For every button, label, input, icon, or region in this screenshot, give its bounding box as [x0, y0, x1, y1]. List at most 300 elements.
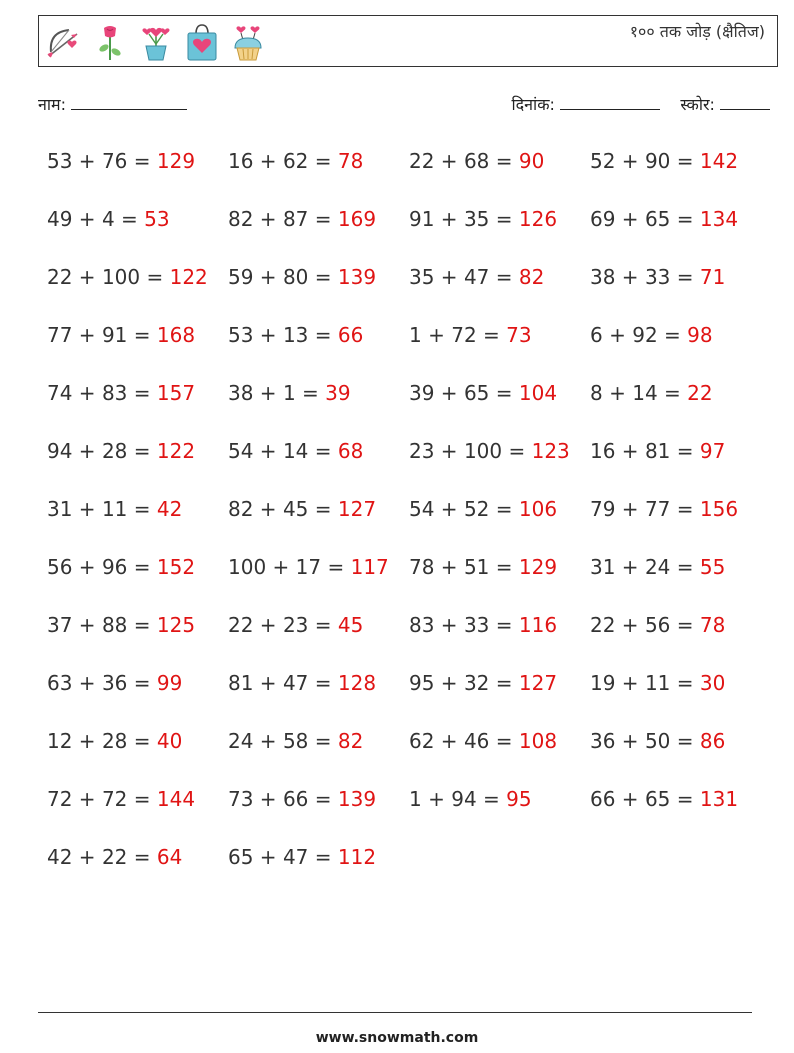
addend-a: 35 — [409, 265, 435, 289]
equals-sign: = — [670, 613, 700, 637]
equals-sign: = — [489, 149, 519, 173]
problem-item — [409, 723, 590, 781]
plus-sign: + — [253, 787, 283, 811]
problem-item — [47, 491, 228, 549]
addend-a: 39 — [409, 381, 435, 405]
problem-item — [409, 143, 590, 201]
answer: 123 — [531, 439, 570, 463]
problem-item — [47, 549, 228, 607]
equals-sign: = — [489, 381, 519, 405]
addend-b: 35 — [463, 207, 490, 231]
problem-grid — [47, 143, 771, 897]
problem-item — [590, 259, 771, 317]
problem-item — [409, 665, 590, 723]
plus-sign: + — [602, 323, 633, 347]
answer: 68 — [337, 439, 364, 463]
name-blank[interactable] — [71, 95, 187, 110]
equals-sign: = — [670, 729, 700, 753]
plus-sign: + — [253, 265, 283, 289]
addend-a: 24 — [228, 729, 254, 753]
equals-sign: = — [502, 439, 532, 463]
answer: 86 — [699, 729, 726, 753]
addend-a: 22 — [47, 265, 73, 289]
equals-sign: = — [127, 381, 157, 405]
addend-b: 68 — [463, 149, 490, 173]
problem-item — [590, 143, 771, 201]
plus-sign: + — [434, 149, 464, 173]
answer: 116 — [518, 613, 558, 637]
addend-b: 1 — [282, 381, 296, 405]
addend-b: 65 — [644, 787, 671, 811]
problem-item — [228, 375, 409, 433]
answer: 144 — [156, 787, 196, 811]
answer: 106 — [518, 497, 558, 521]
plus-sign: + — [72, 207, 102, 231]
problem-item — [590, 607, 771, 665]
plus-sign: + — [72, 613, 102, 637]
equals-sign: = — [127, 787, 157, 811]
addend-a: 36 — [590, 729, 616, 753]
problem-item — [228, 665, 409, 723]
plus-sign: + — [253, 207, 283, 231]
equals-sign: = — [321, 555, 351, 579]
equals-sign: = — [127, 729, 157, 753]
addend-b: 28 — [101, 439, 128, 463]
problem-item — [228, 317, 409, 375]
addend-b: 4 — [101, 207, 115, 231]
addend-b: 14 — [282, 439, 309, 463]
plus-sign: + — [253, 671, 283, 695]
equals-sign: = — [489, 555, 519, 579]
answer: 127 — [518, 671, 558, 695]
addend-b: 100 — [463, 439, 503, 463]
equals-sign: = — [114, 207, 145, 231]
plus-sign: + — [253, 497, 283, 521]
plus-sign: + — [434, 555, 464, 579]
addend-a: 77 — [47, 323, 73, 347]
addend-b: 23 — [282, 613, 309, 637]
plus-sign: + — [615, 207, 645, 231]
equals-sign: = — [127, 323, 157, 347]
problem-item — [409, 259, 590, 317]
answer: 22 — [687, 381, 713, 405]
addend-b: 88 — [101, 613, 128, 637]
equals-sign: = — [657, 323, 688, 347]
problem-item — [47, 839, 228, 897]
equals-sign: = — [308, 613, 338, 637]
plus-sign: + — [253, 323, 283, 347]
answer: 82 — [337, 729, 364, 753]
addend-a: 72 — [47, 787, 73, 811]
equals-sign: = — [127, 439, 157, 463]
plus-sign: + — [434, 381, 464, 405]
addend-b: 56 — [644, 613, 671, 637]
problem-item — [228, 433, 409, 491]
addend-b: 58 — [282, 729, 309, 753]
footer-url: www.snowmath.com — [315, 1030, 479, 1046]
addend-a: 56 — [47, 555, 73, 579]
problem-item — [409, 433, 590, 491]
equals-sign: = — [295, 381, 326, 405]
problem-item — [590, 433, 771, 491]
problem-item — [47, 375, 228, 433]
bow-arrow-icon — [45, 22, 83, 62]
problem-item — [590, 549, 771, 607]
problem-item — [228, 781, 409, 839]
equals-sign: = — [489, 497, 519, 521]
addend-b: 90 — [644, 149, 671, 173]
heart-flower-pot-icon — [137, 22, 175, 62]
footer-divider — [38, 1012, 752, 1013]
plus-sign: + — [72, 729, 102, 753]
plus-sign: + — [72, 671, 102, 695]
addend-b: 92 — [632, 323, 658, 347]
score-blank[interactable] — [720, 95, 770, 110]
addend-a: 95 — [409, 671, 435, 695]
answer: 90 — [518, 149, 545, 173]
addend-a: 37 — [47, 613, 73, 637]
problem-item — [47, 317, 228, 375]
addend-b: 46 — [463, 729, 490, 753]
addend-b: 11 — [644, 671, 671, 695]
addend-b: 94 — [451, 787, 477, 811]
plus-sign: + — [434, 613, 464, 637]
addend-a: 23 — [409, 439, 435, 463]
addend-a: 53 — [228, 323, 254, 347]
problem-item — [228, 143, 409, 201]
addend-a: 38 — [590, 265, 616, 289]
addend-a: 82 — [228, 497, 254, 521]
addend-a: 1 — [409, 787, 422, 811]
equals-sign: = — [308, 845, 338, 869]
equals-sign: = — [127, 671, 157, 695]
plus-sign: + — [434, 207, 464, 231]
plus-sign: + — [615, 265, 645, 289]
answer: 98 — [687, 323, 713, 347]
plus-sign: + — [72, 381, 102, 405]
answer: 78 — [699, 613, 726, 637]
answer: 73 — [506, 323, 532, 347]
equals-sign: = — [670, 787, 700, 811]
answer: 157 — [156, 381, 196, 405]
addend-a: 8 — [590, 381, 603, 405]
problem-item — [228, 549, 409, 607]
addend-b: 47 — [282, 671, 309, 695]
addend-a: 22 — [228, 613, 254, 637]
problem-item — [47, 665, 228, 723]
equals-sign: = — [670, 671, 700, 695]
equals-sign: = — [489, 729, 519, 753]
plus-sign: + — [615, 787, 645, 811]
equals-sign: = — [308, 787, 338, 811]
answer: 169 — [337, 207, 377, 231]
problem-item — [228, 201, 409, 259]
equals-sign: = — [127, 497, 157, 521]
equals-sign: = — [670, 439, 700, 463]
score-label: स्कोर: — [680, 95, 715, 114]
addend-b: 13 — [282, 323, 309, 347]
problem-item — [47, 781, 228, 839]
problem-item — [228, 491, 409, 549]
equals-sign: = — [476, 787, 507, 811]
equals-sign: = — [670, 265, 700, 289]
plus-sign: + — [434, 497, 464, 521]
plus-sign: + — [72, 149, 102, 173]
plus-sign: + — [253, 613, 283, 637]
equals-sign: = — [476, 323, 507, 347]
addend-b: 96 — [101, 555, 128, 579]
equals-sign: = — [308, 207, 338, 231]
answer: 39 — [325, 381, 351, 405]
addend-b: 36 — [101, 671, 128, 695]
addend-a: 16 — [590, 439, 616, 463]
problem-item — [47, 201, 228, 259]
plus-sign: + — [72, 555, 102, 579]
addend-b: 91 — [101, 323, 128, 347]
problem-item — [228, 607, 409, 665]
name-label: नाम: — [38, 95, 66, 114]
equals-sign: = — [140, 265, 170, 289]
answer: 156 — [699, 497, 739, 521]
addend-a: 69 — [590, 207, 616, 231]
problem-item — [409, 491, 590, 549]
addend-b: 33 — [644, 265, 671, 289]
problem-item — [409, 317, 590, 375]
addend-b: 14 — [632, 381, 658, 405]
date-blank[interactable] — [560, 95, 660, 110]
problem-item — [590, 665, 771, 723]
answer: 82 — [518, 265, 545, 289]
plus-sign: + — [615, 439, 645, 463]
addend-b: 51 — [463, 555, 490, 579]
plus-sign: + — [615, 729, 645, 753]
problem-item — [590, 781, 771, 839]
equals-sign: = — [670, 149, 700, 173]
addend-a: 83 — [409, 613, 435, 637]
addend-a: 79 — [590, 497, 616, 521]
addend-a: 54 — [409, 497, 435, 521]
equals-sign: = — [127, 149, 157, 173]
addend-b: 100 — [101, 265, 141, 289]
answer: 139 — [337, 787, 377, 811]
equals-sign: = — [308, 265, 338, 289]
addend-b: 45 — [282, 497, 309, 521]
addend-a: 54 — [228, 439, 254, 463]
addend-b: 32 — [463, 671, 490, 695]
answer: 134 — [699, 207, 739, 231]
answer: 131 — [699, 787, 739, 811]
plus-sign: + — [253, 729, 283, 753]
plus-sign: + — [253, 149, 283, 173]
answer: 129 — [518, 555, 558, 579]
addend-a: 49 — [47, 207, 73, 231]
problem-item — [409, 375, 590, 433]
plus-sign: + — [72, 323, 102, 347]
problem-item — [228, 839, 409, 897]
plus-sign: + — [434, 729, 464, 753]
addend-a: 6 — [590, 323, 603, 347]
answer: 71 — [699, 265, 726, 289]
problem-item — [47, 723, 228, 781]
addend-a: 31 — [590, 555, 616, 579]
addend-a: 42 — [47, 845, 73, 869]
addend-a: 100 — [228, 555, 267, 579]
addend-a: 94 — [47, 439, 73, 463]
answer: 122 — [169, 265, 208, 289]
addend-b: 11 — [101, 497, 128, 521]
equals-sign: = — [127, 613, 157, 637]
plus-sign: + — [615, 613, 645, 637]
addend-a: 22 — [590, 613, 616, 637]
addend-a: 38 — [228, 381, 254, 405]
answer: 127 — [337, 497, 377, 521]
answer: 128 — [337, 671, 377, 695]
addend-b: 76 — [101, 149, 128, 173]
addend-a: 66 — [590, 787, 616, 811]
addend-a: 91 — [409, 207, 435, 231]
addend-a: 65 — [228, 845, 254, 869]
problem-item — [590, 723, 771, 781]
plus-sign: + — [266, 555, 296, 579]
addend-b: 47 — [463, 265, 490, 289]
answer: 104 — [518, 381, 558, 405]
addend-a: 19 — [590, 671, 616, 695]
answer: 142 — [699, 149, 739, 173]
header-icons — [45, 20, 267, 64]
answer: 78 — [337, 149, 364, 173]
rose-icon — [91, 22, 129, 62]
answer: 168 — [156, 323, 196, 347]
addend-a: 12 — [47, 729, 73, 753]
equals-sign: = — [489, 671, 519, 695]
answer: 122 — [156, 439, 196, 463]
equals-sign: = — [127, 555, 157, 579]
addend-a: 16 — [228, 149, 254, 173]
addend-a: 73 — [228, 787, 254, 811]
equals-sign: = — [308, 671, 338, 695]
equals-sign: = — [489, 207, 519, 231]
equals-sign: = — [308, 149, 338, 173]
answer: 125 — [156, 613, 196, 637]
answer: 152 — [156, 555, 196, 579]
equals-sign: = — [308, 439, 338, 463]
worksheet-header — [38, 15, 778, 67]
plus-sign: + — [434, 671, 464, 695]
addend-a: 63 — [47, 671, 73, 695]
problem-item — [47, 259, 228, 317]
equals-sign: = — [308, 729, 338, 753]
answer: 40 — [156, 729, 183, 753]
addend-a: 62 — [409, 729, 435, 753]
problem-item — [409, 607, 590, 665]
addend-b: 72 — [451, 323, 477, 347]
addend-b: 33 — [463, 613, 490, 637]
answer: 64 — [156, 845, 183, 869]
addend-b: 17 — [295, 555, 322, 579]
answer: 66 — [337, 323, 364, 347]
plus-sign: + — [615, 497, 645, 521]
answer: 95 — [506, 787, 532, 811]
addend-b: 80 — [282, 265, 309, 289]
answer: 126 — [518, 207, 558, 231]
addend-a: 82 — [228, 207, 254, 231]
addend-a: 22 — [409, 149, 435, 173]
answer: 139 — [337, 265, 377, 289]
addend-b: 47 — [282, 845, 309, 869]
problem-item — [409, 781, 590, 839]
plus-sign: + — [421, 323, 452, 347]
heart-bag-icon — [183, 22, 221, 62]
addend-b: 28 — [101, 729, 128, 753]
plus-sign: + — [72, 265, 102, 289]
problem-item — [47, 433, 228, 491]
equals-sign: = — [308, 323, 338, 347]
plus-sign: + — [434, 439, 464, 463]
answer: 30 — [699, 671, 726, 695]
answer: 99 — [156, 671, 183, 695]
plus-sign: + — [615, 671, 645, 695]
plus-sign: + — [72, 439, 102, 463]
answer: 55 — [699, 555, 726, 579]
problem-item — [590, 201, 771, 259]
problem-item — [47, 607, 228, 665]
addend-b: 52 — [463, 497, 490, 521]
answer: 45 — [337, 613, 364, 637]
plus-sign: + — [72, 497, 102, 521]
plus-sign: + — [253, 381, 283, 405]
plus-sign: + — [434, 265, 464, 289]
addend-b: 24 — [644, 555, 671, 579]
problem-item — [590, 491, 771, 549]
date-score-fields — [512, 93, 770, 115]
equals-sign: = — [489, 265, 519, 289]
answer: 108 — [518, 729, 558, 753]
addend-b: 66 — [282, 787, 309, 811]
addend-b: 83 — [101, 381, 128, 405]
problem-item — [228, 723, 409, 781]
problem-item — [409, 549, 590, 607]
addend-b: 87 — [282, 207, 309, 231]
addend-b: 72 — [101, 787, 128, 811]
equals-sign: = — [670, 207, 700, 231]
plus-sign: + — [72, 787, 102, 811]
problem-item — [590, 375, 771, 433]
equals-sign: = — [670, 555, 700, 579]
plus-sign: + — [421, 787, 452, 811]
problem-item — [590, 317, 771, 375]
addend-a: 78 — [409, 555, 435, 579]
date-label: दिनांक: — [511, 95, 555, 114]
plus-sign: + — [602, 381, 633, 405]
plus-sign: + — [253, 439, 283, 463]
equals-sign: = — [670, 497, 700, 521]
addend-b: 65 — [644, 207, 671, 231]
addend-a: 52 — [590, 149, 616, 173]
problem-item — [47, 143, 228, 201]
addend-b: 62 — [282, 149, 309, 173]
plus-sign: + — [72, 845, 102, 869]
addend-a: 81 — [228, 671, 254, 695]
plus-sign: + — [615, 149, 645, 173]
problem-item — [409, 201, 590, 259]
equals-sign: = — [489, 613, 519, 637]
addend-b: 22 — [101, 845, 128, 869]
addend-b: 77 — [644, 497, 671, 521]
addend-a: 59 — [228, 265, 254, 289]
addend-a: 31 — [47, 497, 73, 521]
name-field — [38, 93, 187, 115]
answer: 42 — [156, 497, 183, 521]
